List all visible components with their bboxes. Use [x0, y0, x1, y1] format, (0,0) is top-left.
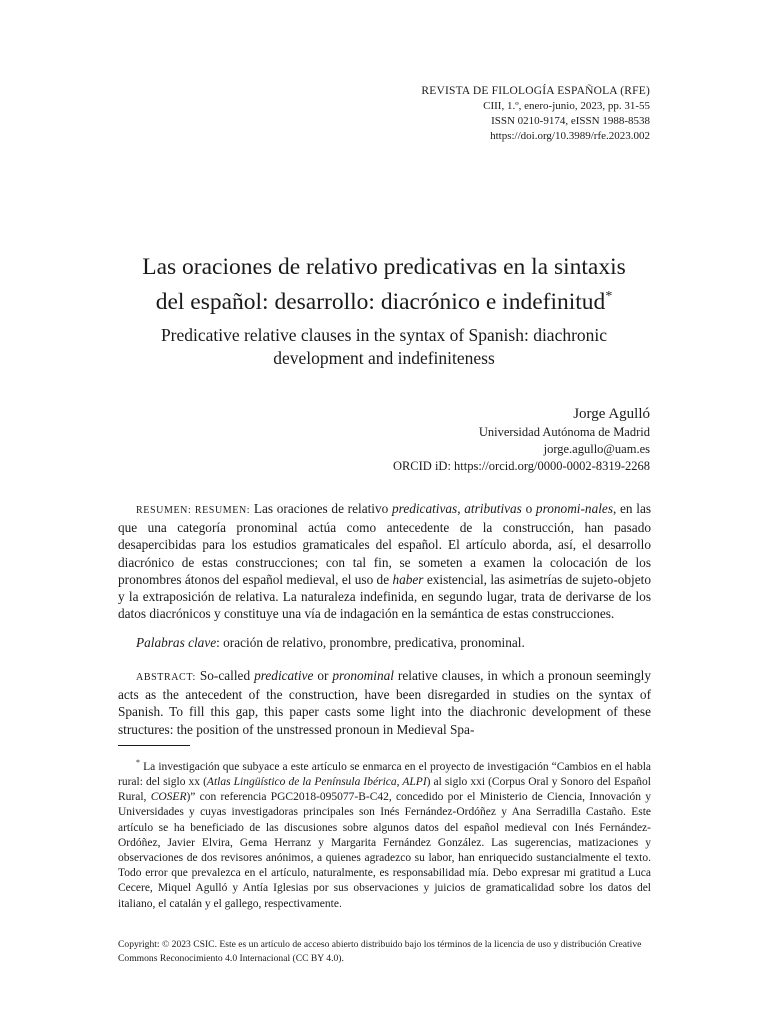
resumen-label: RESUMEN: RESUMEN:: [136, 505, 251, 516]
title-footnote-mark[interactable]: *: [605, 289, 613, 304]
article-title: [100, 253, 668, 317]
resumen-italic-1: predicativas, atributivas: [391, 501, 522, 516]
keywords-label: Palabras clave: [136, 635, 217, 650]
resumen-text-3: , en las que una categoría pronominal actúa como antecedente de la construcción, han pasado desapercibidas para los estudios gramaticales del español. El artículo aborda, así, el desarrollo diacrónico de estas construcciones; con tal fin, se someten a examen la colocación de los pronombres átonos del español medieval, el uso de: [118, 501, 652, 587]
footnote-mark: *: [136, 758, 140, 767]
footnote-separator: [118, 745, 190, 746]
abstract-text-2: or: [313, 668, 333, 683]
abstract-paragraph: [118, 667, 651, 738]
author-orcid[interactable]: ORCID iD: https://orcid.org/0000-0002-8319-2268: [392, 459, 650, 473]
author-name: Jorge Agulló: [573, 406, 650, 422]
journal-issue: CIII, 1.º, enero-junio, 2023, pp. 31-55: [483, 100, 650, 112]
abstract-label: ABSTRACT:: [136, 672, 196, 683]
author-affiliation: Universidad Autónoma de Madrid: [478, 425, 650, 439]
resumen-text-1: Las oraciones de relativo: [250, 501, 392, 516]
resumen-italic-2: pronomi-nales: [535, 501, 613, 516]
footnote-italic-2: COSER: [150, 791, 187, 804]
copyright-notice: Copyright: © 2023 CSIC. Este es un artículo de acceso abierto distribuido bajo los términos de la licencia de uso y distribución Creative Commons Reconocimiento 4.0 Internacional (CC BY 4.0).: [118, 939, 642, 964]
article-subtitle: [118, 324, 650, 370]
author-email[interactable]: jorge.agullo@uam.es: [543, 442, 650, 456]
title-line-2: [100, 282, 668, 317]
abstract-italic-2: pronominal: [332, 668, 394, 683]
footnote: [118, 755, 651, 912]
abstract-text-3: relative clauses, in which a pronoun seemingly acts as the antecedent of the construction, have been disregarded in studies on the syntax of Spanish. To fill this gap, this paper casts some light into the diachronic development of these structures: the position of the unstressed pronoun in Medieval Spa-: [118, 668, 651, 737]
resumen-text-2: o: [521, 501, 536, 516]
subtitle-line-1: Predicative relative clauses in the syntax of Spanish: diachronic: [160, 325, 608, 345]
footnote-italic-1: Atlas Lingüístico de la Península Ibérica, ALPI: [206, 776, 427, 789]
abstract-text-1: So-called: [195, 668, 255, 683]
resumen-text-4: existencial, las asimetrías de sujeto-objeto y la extraposición de relativa. La naturaleza indefinida, en segundo lugar, trata de derivarse de los datos diacrónicos y constituye una vía de indagación en la semántica de estas construcciones.: [118, 571, 651, 622]
resumen-paragraph: [118, 500, 651, 622]
title-line-1: Las oraciones de relativo predicativas en la sintaxis: [142, 254, 626, 280]
title-line-2-text: del español: desarrollo: diacrónico e indefinitud: [155, 288, 606, 315]
keywords-text: : oración de relativo, pronombre, predicativa, pronominal.: [216, 635, 525, 650]
abstract-italic-1: predicative: [254, 668, 314, 683]
resumen-italic-3: haber: [392, 571, 424, 587]
author-block: [393, 405, 650, 475]
footnote-text-1: La investigación que subyace a este artículo se enmarca en el proyecto de investigación “Cambios en el habla rural: del siglo xx (: [118, 760, 651, 789]
keywords-paragraph: [118, 634, 651, 651]
footnote-text-2: ) al siglo xxi (Corpus Oral y Sonoro del Español Rural,: [118, 776, 651, 804]
footnote-text-3: )” con referencia PGC2018-095077-B-C42, concedido por el Ministerio de Ciencia, Innovación y Universidades y cuyas investigadoras principales son Inés Fernández-Ordóñez y Ana Serradilla Castaño. Este artículo se ha beneficiado de las discusiones sobre algunos datos del español medieval con Inés Fernández-Ordóñez, Javier Elvira, Gema Herranz y Margarita Fernández González. Las sugerencias, matizaciones y observaciones de dos revisores anónimos, a quienes agradezco su labor, han enriquecido sustancialmente el texto. Todo error que prevalezca en el artículo, naturalmente, es responsabilidad mía. Debo expresar mi gratitud a Luca Cecere, Miquel Agulló y Antía Iglesias por sus observaciones y juicios de gramaticalidad sobre los datos del italiano, el catalán y el gallego, respectivamente.: [118, 791, 651, 910]
journal-doi[interactable]: https://doi.org/10.3989/rfe.2023.002: [490, 130, 650, 142]
journal-name: REVISTA DE FILOLOGÍA ESPAÑOLA (RFE): [421, 85, 650, 97]
subtitle-line-2: development and indefiniteness: [273, 348, 495, 368]
journal-issn: ISSN 0210-9174, eISSN 1988-8538: [491, 115, 650, 127]
journal-header: [421, 84, 650, 144]
